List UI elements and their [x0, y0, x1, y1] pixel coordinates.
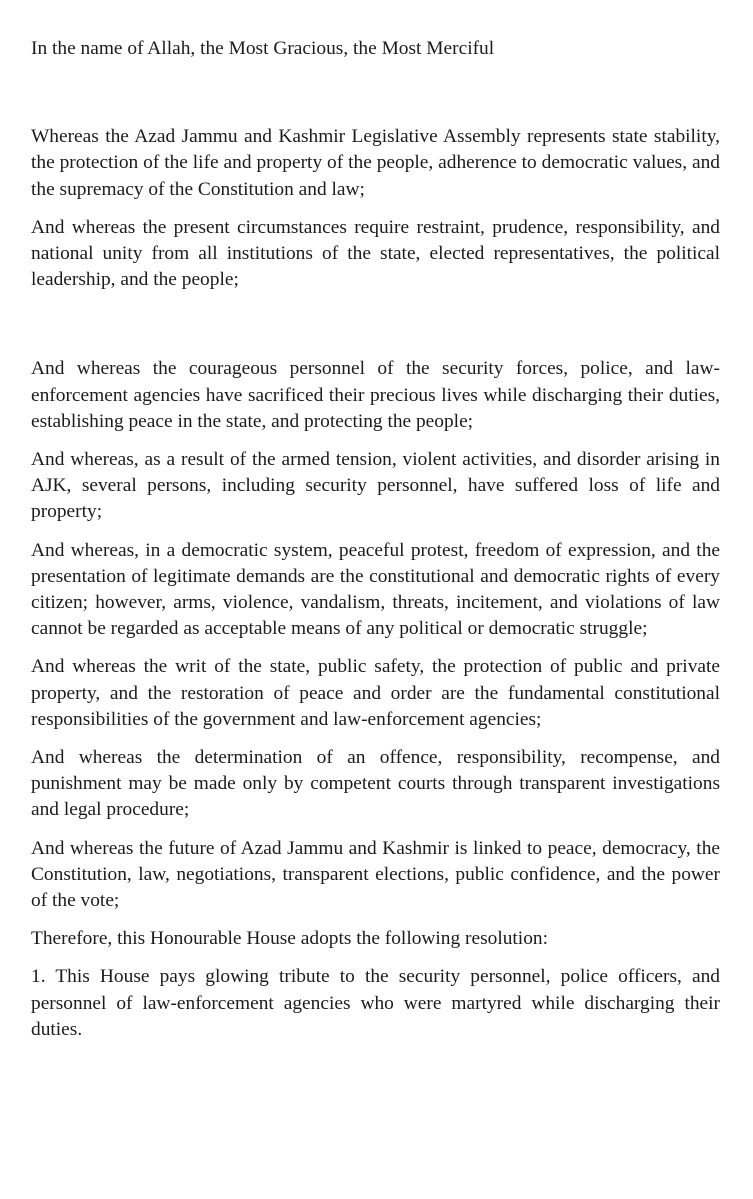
paragraph-preamble-future: And whereas the future of Azad Jammu and Kashmir is linked to peace, democracy, the Constitution, law, negotiations, transparent elections, public confidence, and the power of the vote;	[31, 837, 720, 912]
paragraph-resolution-intro: Therefore, this Honourable House adopts the following resolution:	[31, 928, 548, 950]
paragraph-preamble-circumstances: And whereas the present circumstances require restraint, prudence, responsibility, and national unity from all institutions of the state, elected representatives, the political leadership, and the people;	[31, 216, 720, 291]
paragraph-preamble-writ-of-state: And whereas the writ of the state, public safety, the protection of public and private property, and the restoration of peace and order are the fundamental constitutional responsibilities of the government and law-enforcement agencies;	[31, 656, 720, 730]
paragraph-resolution-item-1: 1. This House pays glowing tribute to the security personnel, police officers, and personnel of law-enforcement agencies who were martyred while discharging their duties.	[31, 966, 720, 1040]
paragraph-preamble-assembly: Whereas the Azad Jammu and Kashmir Legislative Assembly represents state stability, the protection of the life and property of the people, adherence to democratic values, and the supremacy of the Constitution and law;	[31, 126, 720, 200]
paragraph-preamble-courts: And whereas the determination of an offence, responsibility, recompense, and punishment may be made only by competent courts through transparent investigations and legal procedure;	[31, 747, 720, 821]
paragraph-preamble-security-personnel: And whereas the courageous personnel of the security forces, police, and law-enforcement agencies have sacrificed their precious lives while discharging their duties, establishing peace in the state, and protecting the people;	[31, 358, 720, 432]
document-heading: In the name of Allah, the Most Gracious, the Most Merciful	[31, 38, 495, 59]
paragraph-preamble-armed-tension: And whereas, as a result of the armed tension, violent activities, and disorder arising in AJK, several persons, including security personnel, have suffered loss of life and property;	[31, 449, 720, 523]
paragraph-preamble-democratic-rights: And whereas, in a democratic system, peaceful protest, freedom of expression, and the presentation of legitimate demands are the constitutional and democratic rights of every citizen; however, arms, violence, vandalism, threats, incitement, and violations of law cannot be regarded as acceptable means of any political or democratic struggle;	[31, 539, 720, 640]
document-body	[31, 36, 720, 1055]
